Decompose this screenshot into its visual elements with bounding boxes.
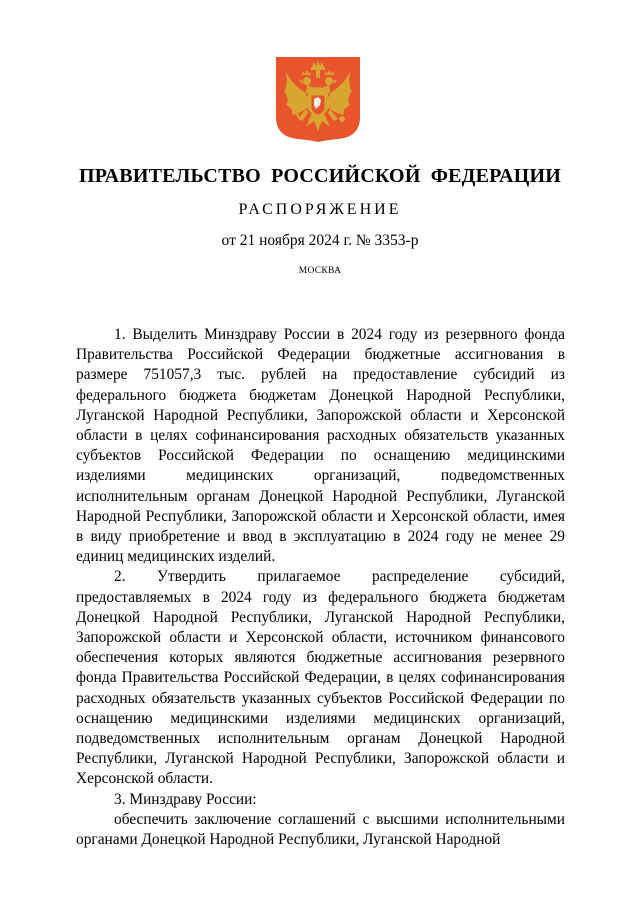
- russian-coat-of-arms-icon: [276, 57, 360, 142]
- paragraph: 3. Минздраву России:: [114, 790, 257, 808]
- government-title: ПРАВИТЕЛЬСТВО РОССИЙСКОЙ ФЕДЕРАЦИИ: [79, 165, 561, 187]
- paragraph: 1. Выделить Минздраву России в 2024 году из резервного фонда Правительства Российской Федерации бюджетные ассигнования в размере 751057,3 тыс. рублей на предоставление субсидий из федерального бюджета бюджетам Донецкой Народной Республики, Луганской Народной Республики, Запорожской области и Херсонской области в целях софинансирования расходных обязательств указанных субъектов Российской Федерации по оснащению медицинскими изделиями медицинских организаций, подведомственных исполнительным органам Донецкой Народной Республики, Луганской Народной Республики, Запорожской области и Херсонской области, имея в виду приобретение и ввод в эксплуатацию в 2024 году не менее 29 единиц медицинских изделий.: [76, 326, 565, 566]
- document-city: МОСКВА: [298, 266, 342, 276]
- paragraph: обеспечить заключение соглашений с высшими исполнительными органами Донецкой Народной Республики, Луганской Народной: [76, 810, 565, 849]
- document-body: [76, 325, 565, 850]
- document-type: РАСПОРЯЖЕНИЕ: [238, 201, 402, 218]
- paragraph: 2. Утвердить прилагаемое распределение субсидий, предоставляемых в 2024 году из федерального бюджета бюджетам Донецкой Народной Республики, Луганской Народной Республики, Запорожской области и Херсонской области, источником финансового обеспечения которых являются бюджетные ассигнования резервного фонда Правительства Российской Федерации, в целях софинансирования расходных обязательств указанных субъектов Российской Федерации по оснащению медицинскими изделиями медицинских организаций, подведомственных исполнительным органам Донецкой Народной Республики, Луганской Народной Республики, Запорожской области и Херсонской области.: [76, 568, 565, 788]
- document-date-number: от 21 ноября 2024 г. № 3353-р: [221, 232, 419, 249]
